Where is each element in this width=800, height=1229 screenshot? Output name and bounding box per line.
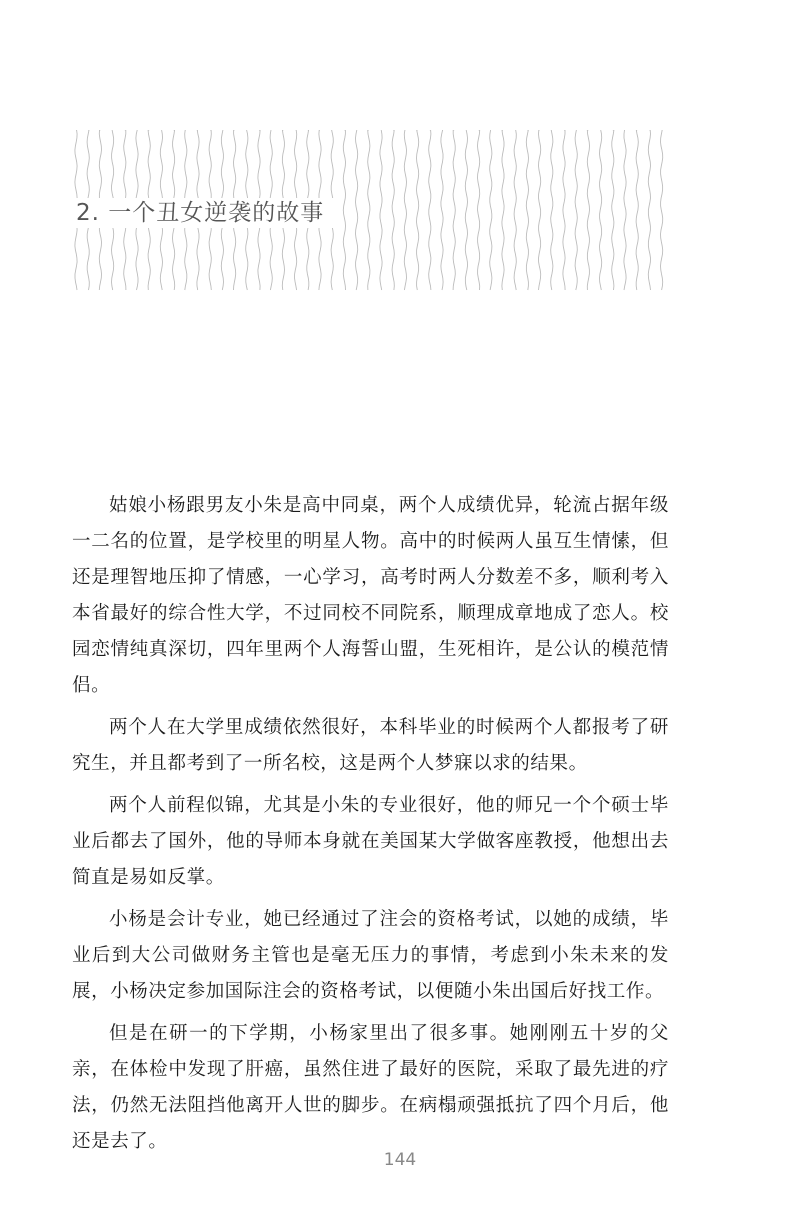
wavy-line (368, 130, 370, 290)
paragraph-2: 两个人在大学里成绩依然很好，本科毕业的时候两个人都报考了研究生，并且都考到了一所名校，这是两个人梦寐以求的结果。 (72, 717, 669, 774)
wavy-line (587, 130, 589, 290)
wavy-line (490, 130, 492, 290)
wavy-line (526, 130, 528, 290)
wavy-line (539, 130, 541, 290)
wavy-line (600, 130, 602, 290)
wavy-line (404, 130, 406, 290)
wavy-line (478, 130, 480, 290)
wavy-line (453, 130, 455, 290)
wavy-line (575, 130, 577, 290)
wavy-line (392, 130, 394, 290)
wavy-line (356, 130, 358, 290)
wavy-line (502, 130, 504, 290)
wavy-line (417, 130, 419, 290)
wavy-line (380, 130, 382, 290)
wavy-line (636, 130, 638, 290)
wavy-line (551, 130, 553, 290)
body-text (72, 488, 669, 1166)
wavy-line (648, 130, 650, 290)
wavy-line (343, 130, 345, 290)
wavy-line (514, 130, 516, 290)
wavy-line (612, 130, 614, 290)
wavy-line (563, 130, 565, 290)
paragraph-3: 两个人前程似锦，尤其是小朱的专业很好，他的师兄一个个硕士毕业后都去了国外，他的导师本身就在美国某大学做客座教授，他想出去简直是易如反掌。 (72, 795, 669, 888)
paragraph-5: 但是在研一的下学期，小杨家里出了很多事。她刚刚五十岁的父亲，在体检中发现了肝癌，虽然住进了最好的医院，采取了最先进的疗法，仍然无法阻挡他离开人世的脚步。在病榻顽强抵抗了四个月后，他还是去了。 (72, 1023, 669, 1152)
wavy-line (624, 130, 626, 290)
wavy-line (465, 130, 467, 290)
wavy-line (661, 130, 663, 290)
page-number: 144 (383, 1150, 417, 1170)
paragraph-4: 小杨是会计专业，她已经通过了注会的资格考试，以她的成绩，毕业后到大公司做财务主管也是毫无压力的事情，考虑到小朱未来的发展，小杨决定参加国际注会的资格考试，以便随小朱出国后好找工作。 (72, 909, 669, 1002)
chapter-title: 2. 一个丑女逆袭的故事 (72, 198, 336, 228)
wavy-line (429, 130, 431, 290)
wavy-line (441, 130, 443, 290)
paragraph-1: 姑娘小杨跟男友小朱是高中同桌，两个人成绩优异，轮流占据年级一二名的位置，是学校里的明星人物。高中的时候两人虽互生情愫，但还是理智地压抑了情感，一心学习，高考时两人分数差不多，顺利考入本省最好的综合性大学，不过同校不同院系，顺理成章地成了恋人。校园恋情纯真深切，四年里两个人海誓山盟，生死相许，是公认的模范情侣。 (72, 495, 669, 696)
